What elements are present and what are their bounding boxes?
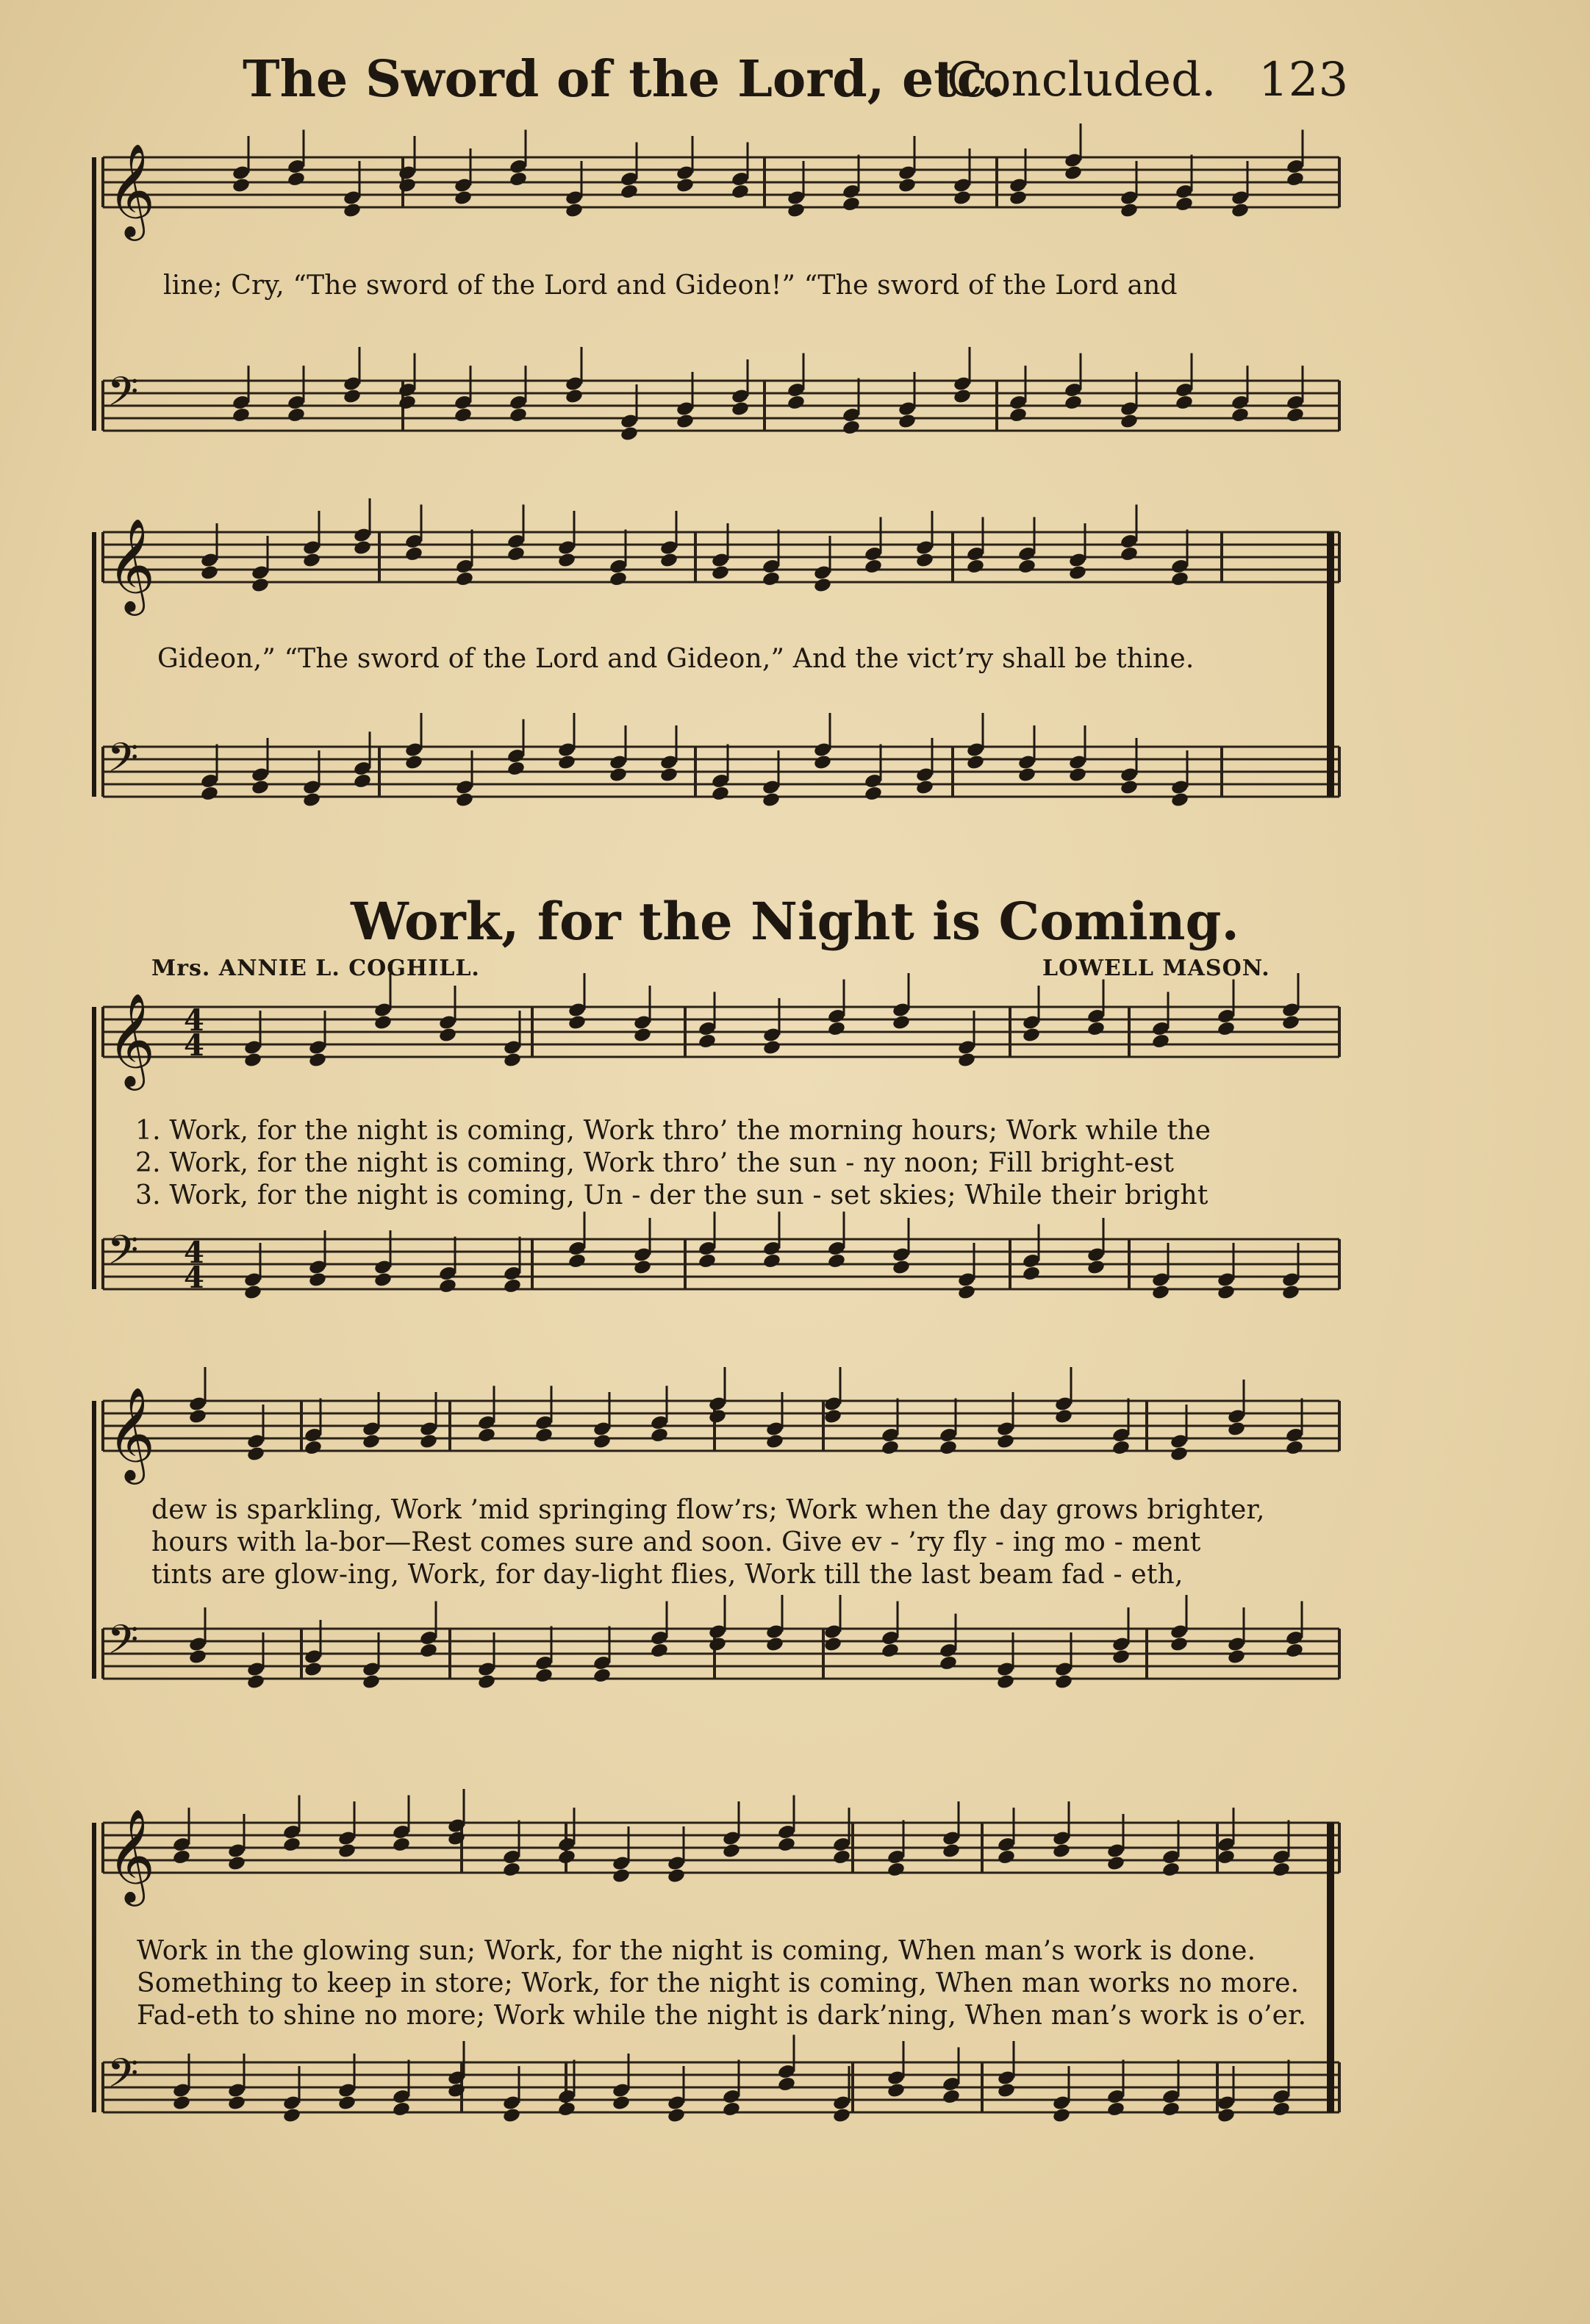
note-head: [762, 1039, 781, 1056]
song2-verse2-line2: hours with la-bor—Rest comes sure and soon. Give ev - ’ry fly - ing mo - ment: [151, 1527, 1201, 1557]
note-head: [534, 1427, 554, 1443]
note-head: [609, 767, 628, 783]
note-head: [373, 1272, 393, 1288]
note-head: [232, 177, 251, 194]
note-head: [392, 1836, 411, 1853]
note-head: [939, 1439, 958, 1456]
note-head: [172, 1848, 191, 1865]
note-head: [1227, 1421, 1246, 1438]
note-head: [447, 2082, 466, 2099]
note-head: [1111, 1439, 1131, 1456]
note-head: [1064, 165, 1083, 182]
bass-clef-icon: 𝄢: [107, 2050, 139, 2106]
note-head: [1086, 1259, 1106, 1276]
note-head: [455, 570, 474, 587]
note-head: [398, 394, 417, 411]
note-head: [373, 1014, 393, 1031]
note-head: [567, 1252, 587, 1269]
note-head: [722, 1843, 741, 1859]
note-head: [953, 388, 972, 405]
note-head: [1120, 202, 1139, 219]
treble-clef-icon: 𝄞: [107, 992, 156, 1086]
note-head: [392, 2101, 411, 2117]
note-head: [1285, 1642, 1304, 1659]
note-head: [1151, 1033, 1170, 1050]
note-head: [282, 2107, 301, 2124]
note-head: [731, 401, 750, 417]
note-head: [813, 577, 832, 594]
note-head: [404, 545, 423, 562]
note-head: [1120, 545, 1139, 562]
note-head: [592, 1667, 612, 1684]
note-head: [1022, 1027, 1041, 1044]
note-head: [304, 1439, 323, 1456]
note-head: [659, 767, 678, 783]
song2-verse3-line1: 3. Work, for the night is coming, Un - der the sun - set skies; While their bright: [135, 1180, 1208, 1211]
note-head: [503, 1277, 522, 1294]
note-head: [287, 171, 306, 187]
note-head: [731, 183, 750, 200]
note-head: [251, 577, 270, 594]
note-head: [722, 2101, 741, 2117]
note-head: [343, 202, 362, 219]
note-head: [864, 558, 883, 575]
note-head: [996, 1674, 1015, 1690]
note-head: [304, 1661, 323, 1678]
bass-clef-icon: 𝄢: [107, 1616, 139, 1673]
song1-lyric-line-1: line; Cry, “The sword of the Lord and Gideon!” “The sword of the Lord and: [163, 270, 1178, 301]
note-head: [438, 1027, 457, 1044]
note-head: [957, 1284, 976, 1301]
note-head: [419, 1433, 438, 1450]
note-head: [659, 552, 678, 569]
song2-author: Mrs. ANNIE L. COGHILL.: [151, 955, 480, 981]
note-head: [1009, 190, 1028, 207]
note-head: [419, 1642, 438, 1659]
note-head: [557, 2101, 576, 2117]
page-header-concluded: Concluded.: [947, 53, 1217, 107]
note-head: [898, 177, 917, 194]
note-head: [898, 413, 917, 430]
note-head: [302, 552, 321, 569]
note-head: [1054, 1408, 1073, 1425]
song2-title: Work, for the Night is Coming.: [351, 891, 1239, 952]
note-head: [942, 1843, 961, 1859]
bass-clef-icon: 𝄢: [107, 1227, 139, 1283]
note-head: [565, 388, 584, 405]
note-head: [246, 1446, 265, 1463]
note-head: [1161, 1861, 1181, 1878]
note-head: [172, 2095, 191, 2112]
note-head: [454, 190, 473, 207]
song2-composer: LOWELL MASON.: [1042, 955, 1270, 981]
note-head: [477, 1427, 496, 1443]
note-head: [227, 2095, 246, 2112]
note-head: [827, 1252, 846, 1269]
note-head: [698, 1033, 717, 1050]
note-head: [633, 1259, 652, 1276]
note-head: [676, 177, 695, 194]
note-head: [353, 539, 372, 556]
note-head: [557, 1848, 576, 1865]
note-head: [1052, 1843, 1071, 1859]
song2-verse2-line3: Something to keep in store; Work, for the night is coming, When man works no more.: [137, 1968, 1300, 1998]
note-head: [708, 1408, 727, 1425]
note-head: [827, 1020, 846, 1037]
note-head: [823, 1636, 842, 1653]
note-head: [1052, 2107, 1071, 2124]
note-head: [842, 419, 861, 436]
note-head: [1272, 1861, 1291, 1878]
note-head: [1286, 171, 1305, 187]
note-head: [823, 1408, 842, 1425]
note-head: [454, 406, 473, 423]
note-head: [455, 792, 474, 808]
note-head: [711, 785, 730, 802]
note-head: [842, 196, 861, 212]
note-head: [1009, 406, 1028, 423]
note-head: [708, 1636, 727, 1653]
note-head: [864, 785, 883, 802]
note-head: [1170, 1446, 1189, 1463]
note-head: [612, 1868, 631, 1884]
note-head: [398, 177, 417, 194]
note-head: [996, 1433, 1015, 1450]
treble-clef-icon: 𝄞: [107, 1808, 156, 1902]
note-head: [1170, 570, 1189, 587]
note-head: [1161, 2101, 1181, 2117]
note-head: [1217, 1020, 1236, 1037]
treble-clef-icon: 𝄞: [107, 517, 156, 612]
note-head: [1217, 1848, 1236, 1865]
note-head: [337, 1843, 357, 1859]
note-head: [609, 570, 628, 587]
note-head: [777, 2076, 796, 2092]
note-head: [353, 772, 372, 789]
note-head: [302, 792, 321, 808]
song2-verse1-line3: Work in the glowing sun; Work, for the night is coming, When man’s work is done.: [137, 1936, 1256, 1966]
song2-verse3-line3: Fad-eth to shine no more; Work while the night is dark’ning, When man’s work is o’er.: [137, 2001, 1307, 2031]
note-head: [243, 1284, 262, 1301]
note-head: [1068, 564, 1087, 581]
note-head: [1286, 406, 1305, 423]
note-head: [502, 1861, 521, 1878]
note-head: [633, 1027, 652, 1044]
note-head: [1217, 2107, 1236, 2124]
note-head: [251, 779, 270, 796]
note-head: [534, 1667, 554, 1684]
note-head: [1151, 1284, 1170, 1301]
note-head: [188, 1408, 207, 1425]
song2-verse3-line2: tints are glow-ing, Work, for day-light flies, Work till the last beam fad - eth,: [151, 1560, 1183, 1590]
note-head: [915, 779, 934, 796]
note-head: [881, 1439, 900, 1456]
note-head: [1170, 1636, 1189, 1653]
note-head: [711, 564, 730, 581]
note-head: [362, 1674, 381, 1690]
note-head: [287, 406, 306, 423]
note-head: [966, 754, 985, 771]
song2-treble-staff-3: [103, 1808, 1339, 1907]
note-head: [308, 1272, 327, 1288]
note-head: [1231, 406, 1250, 423]
note-head: [892, 1014, 911, 1031]
note-head: [1120, 779, 1139, 796]
bass-clef-icon: 𝄢: [107, 368, 139, 425]
note-head: [887, 1861, 906, 1878]
note-head: [787, 202, 806, 219]
note-head: [1086, 1020, 1106, 1037]
note-head: [1281, 1014, 1300, 1031]
note-head: [1175, 196, 1194, 212]
note-head: [188, 1649, 207, 1665]
note-head: [243, 1052, 262, 1069]
note-head: [565, 202, 584, 219]
note-head: [362, 1433, 381, 1450]
note-head: [227, 1855, 246, 1872]
song1-treble-staff-1: [103, 143, 1339, 241]
note-head: [777, 1836, 796, 1853]
note-head: [557, 754, 576, 771]
note-head: [762, 570, 781, 587]
note-head: [592, 1433, 612, 1450]
note-head: [567, 1014, 587, 1031]
note-head: [509, 406, 528, 423]
song1-lyric-line-2: Gideon,” “The sword of the Lord and Gideon,” And the vict’ry shall be thine.: [157, 644, 1195, 674]
note-head: [246, 1674, 265, 1690]
note-head: [1272, 2101, 1291, 2117]
note-head: [667, 1868, 686, 1884]
note-head: [438, 1277, 457, 1294]
song2-verse1-line2: dew is sparkling, Work ’mid springing flow’rs; Work when the day grows brighter,: [151, 1495, 1265, 1525]
note-head: [506, 760, 526, 777]
note-head: [966, 558, 985, 575]
note-head: [1281, 1284, 1300, 1301]
time-signature: 4: [184, 1235, 204, 1270]
note-head: [1106, 2101, 1125, 2117]
note-head: [1285, 1439, 1304, 1456]
note-head: [881, 1642, 900, 1659]
note-head: [1017, 767, 1036, 783]
note-head: [765, 1433, 784, 1450]
note-head: [620, 426, 639, 442]
song2-verse1-line1: 1. Work, for the night is coming, Work thro’ the morning hours; Work while the: [135, 1116, 1211, 1146]
note-head: [1231, 202, 1250, 219]
note-head: [1170, 792, 1189, 808]
note-head: [503, 1052, 522, 1069]
note-head: [1217, 1284, 1236, 1301]
bass-clef-icon: 𝄢: [107, 734, 139, 791]
note-head: [1054, 1674, 1073, 1690]
time-signature: 4: [184, 1260, 204, 1295]
note-head: [957, 1052, 976, 1069]
note-head: [762, 1252, 781, 1269]
note-head: [887, 2082, 906, 2099]
note-head: [232, 406, 251, 423]
note-head: [832, 1848, 851, 1865]
note-head: [1017, 558, 1036, 575]
treble-clef-icon: 𝄞: [107, 143, 156, 237]
note-head: [765, 1636, 784, 1653]
note-head: [942, 2088, 961, 2105]
note-head: [404, 754, 423, 771]
note-head: [337, 2095, 357, 2112]
note-head: [308, 1052, 327, 1069]
song1-bass-staff-1: [103, 368, 1339, 431]
page-number: 123: [1258, 53, 1349, 107]
note-head: [762, 792, 781, 808]
note-head: [200, 564, 219, 581]
note-head: [997, 1848, 1016, 1865]
page-header-title: The Sword of the Lord, etc.: [243, 50, 1005, 109]
note-head: [200, 785, 219, 802]
note-head: [1120, 413, 1139, 430]
note-head: [477, 1674, 496, 1690]
time-signature: 4: [184, 1003, 204, 1038]
note-head: [915, 552, 934, 569]
note-head: [620, 183, 639, 200]
note-head: [509, 171, 528, 187]
note-head: [282, 1836, 301, 1853]
note-head: [650, 1427, 669, 1443]
note-head: [953, 190, 972, 207]
note-head: [667, 2107, 686, 2124]
note-head: [676, 413, 695, 430]
treble-clef-icon: 𝄞: [107, 1386, 156, 1480]
note-head: [813, 754, 832, 771]
note-head: [997, 2082, 1016, 2099]
time-signature: 4: [184, 1028, 204, 1063]
note-head: [502, 2107, 521, 2124]
note-head: [1111, 1649, 1131, 1665]
note-head: [1175, 394, 1194, 411]
note-head: [557, 552, 576, 569]
note-head: [787, 394, 806, 411]
note-head: [1068, 767, 1087, 783]
note-head: [698, 1252, 717, 1269]
note-head: [1106, 1855, 1125, 1872]
note-head: [447, 1830, 466, 1847]
note-head: [892, 1259, 911, 1276]
note-head: [343, 388, 362, 405]
note-head: [939, 1654, 958, 1671]
song2-verse2-line1: 2. Work, for the night is coming, Work thro’ the sun - ny noon; Fill bright-est: [135, 1148, 1175, 1178]
note-head: [1022, 1265, 1041, 1282]
note-head: [1064, 394, 1083, 411]
note-head: [650, 1642, 669, 1659]
note-head: [1227, 1649, 1246, 1665]
note-head: [832, 2107, 851, 2124]
note-head: [612, 2095, 631, 2112]
note-head: [506, 545, 526, 562]
